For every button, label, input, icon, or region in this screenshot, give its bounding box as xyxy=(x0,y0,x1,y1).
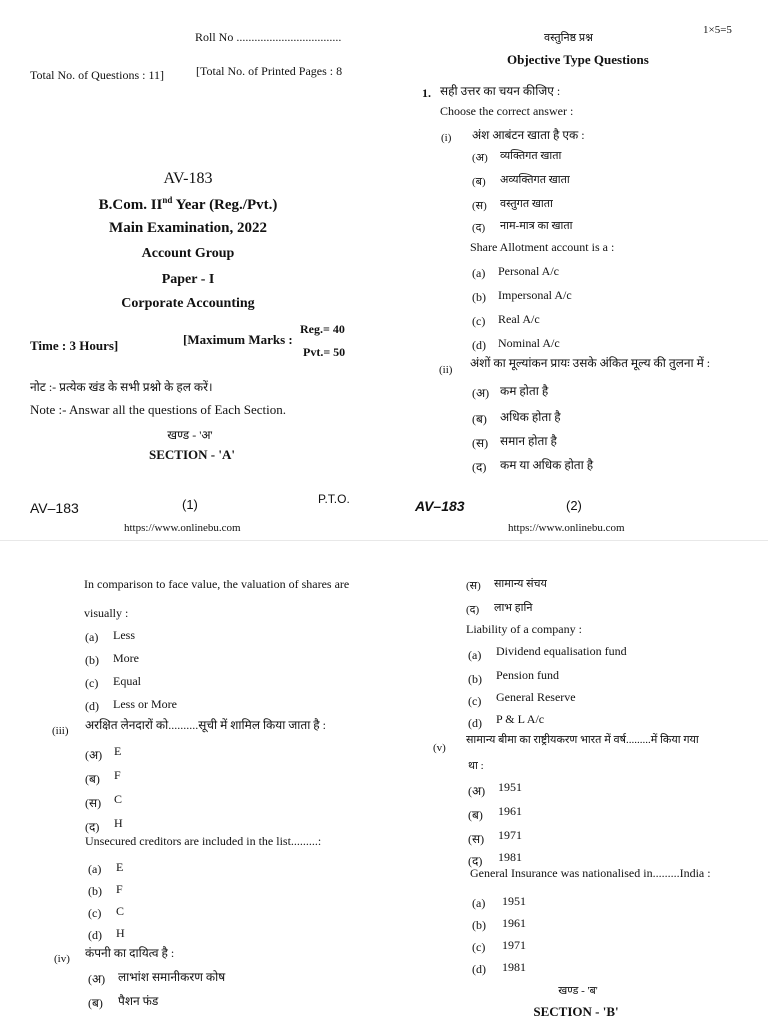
subject-title: Corporate Accounting xyxy=(121,296,255,311)
option-label: (b) xyxy=(472,918,486,932)
pvt-marks: Pvt.= 50 xyxy=(303,345,346,359)
option-text: C xyxy=(114,792,123,806)
khand-a-hindi: खण्ड - 'अ' xyxy=(167,428,213,442)
option-text: Less xyxy=(113,628,135,642)
question-ii-english-line-1: In comparison to face value, the valuation of shares are xyxy=(84,577,350,591)
khand-b-hindi: खण्ड - 'ब' xyxy=(558,985,598,997)
page-divider xyxy=(0,540,768,541)
note-english: Note :- Answar all the questions of Each Section. xyxy=(30,402,286,417)
question-i-number: (i) xyxy=(441,132,452,144)
total-questions: Total No. of Questions : 11] xyxy=(30,68,165,82)
exam-title: Main Examination, 2022 xyxy=(109,220,267,236)
question-ii-hindi: अंशों का मूल्यांकन प्रायः उसके अंकित मूल्य की तुलना में : xyxy=(470,356,711,370)
option-text: लाभ हानि xyxy=(494,602,533,614)
option-label: (c) xyxy=(472,940,486,954)
reg-marks: Reg.= 40 xyxy=(300,322,345,336)
option-text: समान होता है xyxy=(500,434,557,448)
option-text: सामान्य संचय xyxy=(494,578,547,590)
option-label: (द) xyxy=(472,460,487,474)
option-text: More xyxy=(113,651,139,665)
option-text: F xyxy=(114,768,121,782)
option-label: (a) xyxy=(472,266,486,280)
option-label: (ब) xyxy=(88,996,103,1010)
option-text: Personal A/c xyxy=(498,264,559,278)
option-label: (स) xyxy=(466,580,481,592)
option-label: (b) xyxy=(472,290,486,304)
option-label: (द) xyxy=(472,222,486,234)
pto-label: P.T.O. xyxy=(318,492,350,506)
option-text: P & L A/c xyxy=(496,712,545,726)
note-hindi: नोट :- प्रत्येक खंड के सभी प्रश्नो के हल करें। xyxy=(30,380,213,394)
option-label: (c) xyxy=(472,314,486,328)
paper-code: AV-183 xyxy=(163,170,213,187)
question-v-hindi-line-1: सामान्य बीमा का राष्ट्रीयकरण भारत में वर्ष.........में किया गया xyxy=(466,734,699,746)
option-label: (a) xyxy=(468,648,482,662)
option-label: (ब) xyxy=(472,176,486,188)
option-label: (c) xyxy=(85,676,99,690)
footer-code-page-1: AV–183 xyxy=(30,500,79,516)
option-text: पैशन फंड xyxy=(118,994,159,1008)
option-text: वस्तुगत खाता xyxy=(500,198,553,210)
footer-url-page-2: https://www.onlinebu.com xyxy=(508,522,625,534)
option-text: 1981 xyxy=(498,850,522,864)
option-label: (d) xyxy=(88,928,102,942)
option-text: Pension fund xyxy=(496,668,559,682)
question-v-hindi-line-2: था : xyxy=(468,760,484,772)
option-text: 1961 xyxy=(498,804,522,818)
question-v-number: (v) xyxy=(433,742,446,754)
question-iii-english: Unsecured creditors are included in the list.........: xyxy=(85,834,322,848)
option-label: (a) xyxy=(472,896,486,910)
question-1-hindi: सही उत्तर का चयन कीजिए : xyxy=(440,84,561,98)
option-label: (अ) xyxy=(472,386,490,400)
option-text: कम होता है xyxy=(500,384,549,398)
course-title: B.Com. IInd Year (Reg./Pvt.) xyxy=(98,195,278,213)
objective-header-hindi: वस्तुनिष्ठ प्रश्न xyxy=(544,32,593,44)
option-label: (d) xyxy=(468,716,482,730)
option-text: Less or More xyxy=(113,697,177,711)
option-label: (c) xyxy=(468,694,482,708)
option-text: Dividend equalisation fund xyxy=(496,644,627,658)
question-i-english: Share Allotment account is a : xyxy=(470,240,615,254)
time-label: Time : 3 Hours] xyxy=(30,338,119,353)
question-iv-english: Liability of a company : xyxy=(466,622,582,636)
option-label: (ब) xyxy=(85,772,100,786)
option-text: Impersonal A/c xyxy=(498,288,572,302)
option-text: Nominal A/c xyxy=(498,336,560,350)
option-label: (स) xyxy=(472,436,489,450)
option-text: C xyxy=(116,904,125,918)
question-iii-number: (iii) xyxy=(52,725,69,737)
option-label: (c) xyxy=(88,906,102,920)
group-title: Account Group xyxy=(141,246,235,261)
question-1-english: Choose the correct answer : xyxy=(440,104,574,118)
option-text: 1951 xyxy=(498,780,522,794)
section-a-heading: SECTION - 'A' xyxy=(149,447,235,462)
option-label: (b) xyxy=(85,653,99,667)
option-label: (स) xyxy=(472,200,487,212)
option-text: नाम-मात्र का खाता xyxy=(500,220,573,232)
option-text: F xyxy=(116,882,123,896)
option-text: 1951 xyxy=(502,894,526,908)
option-label: (अ) xyxy=(468,784,486,798)
option-label: (स) xyxy=(85,796,102,810)
question-iv-hindi: कंपनी का दायित्व है : xyxy=(85,946,175,960)
option-text: 1971 xyxy=(502,938,526,952)
option-text: लाभांश समानीकरण कोष xyxy=(118,970,226,984)
question-ii-number: (ii) xyxy=(439,364,453,376)
footer-url-page-1: https://www.onlinebu.com xyxy=(124,522,241,534)
question-iv-number: (iv) xyxy=(54,953,70,965)
objective-header-english: Objective Type Questions xyxy=(507,52,649,67)
option-label: (द) xyxy=(85,820,100,834)
option-text: अधिक होता है xyxy=(500,410,561,424)
option-label: (ब) xyxy=(468,808,483,822)
option-label: (द) xyxy=(468,854,483,868)
option-text: General Reserve xyxy=(496,690,576,704)
question-1-number: 1. xyxy=(422,86,431,100)
option-text: अव्यक्तिगत खाता xyxy=(500,174,570,186)
printed-pages: [Total No. of Printed Pages : 8 xyxy=(196,64,343,78)
option-text: Real A/c xyxy=(498,312,540,326)
option-text: Equal xyxy=(113,674,141,688)
page-number-1: (1) xyxy=(182,497,198,512)
option-text: व्यक्तिगत खाता xyxy=(500,150,562,162)
option-text: H xyxy=(116,926,125,940)
option-label: (द) xyxy=(466,604,480,616)
question-ii-english-line-2: visually : xyxy=(84,606,129,620)
option-label: (अ) xyxy=(88,972,106,986)
paper-title: Paper - I xyxy=(161,272,215,287)
option-label: (स) xyxy=(468,832,485,846)
option-label: (b) xyxy=(468,672,482,686)
option-label: (b) xyxy=(88,884,102,898)
option-text: 1981 xyxy=(502,960,526,974)
option-label: (अ) xyxy=(85,748,103,762)
max-marks-label: [Maximum Marks : xyxy=(183,332,293,347)
option-label: (ब) xyxy=(472,412,487,426)
option-text: H xyxy=(114,816,123,830)
option-text: E xyxy=(116,860,124,874)
marks-label: 1×5=5 xyxy=(703,24,732,36)
page-number-2: (2) xyxy=(566,498,582,513)
option-label: (d) xyxy=(472,962,486,976)
roll-no-field: Roll No ................................... xyxy=(195,30,342,44)
option-text: 1961 xyxy=(502,916,526,930)
footer-code-page-2: AV–183 xyxy=(415,498,465,514)
option-label: (a) xyxy=(85,630,99,644)
option-text: कम या अधिक होता है xyxy=(500,458,594,472)
question-v-english: General Insurance was nationalised in.........India : xyxy=(470,866,711,880)
option-text: 1971 xyxy=(498,828,522,842)
option-label: (d) xyxy=(472,338,486,352)
option-label: (अ) xyxy=(472,152,488,164)
question-iii-hindi: अरक्षित लेनदारों को..........सूची में शामिल किया जाता है : xyxy=(85,718,327,732)
option-label: (a) xyxy=(88,862,102,876)
option-label: (d) xyxy=(85,699,99,713)
section-b-heading: SECTION - 'B' xyxy=(533,1004,619,1019)
question-i-hindi: अंश आबंटन खाता है एक : xyxy=(472,128,585,142)
option-text: E xyxy=(114,744,122,758)
